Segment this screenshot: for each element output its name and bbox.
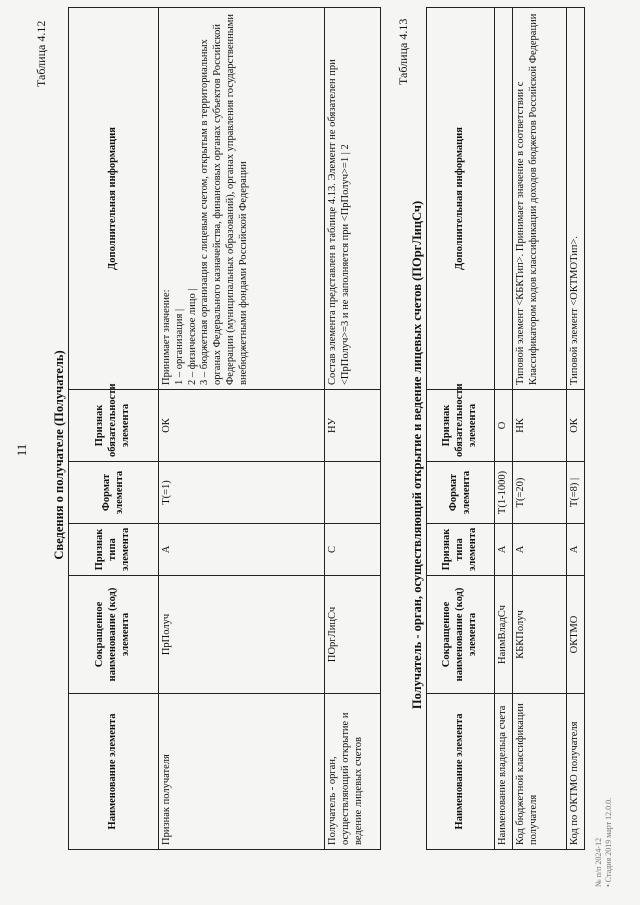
- element-format: Т(=8) |: [567, 462, 585, 524]
- table-4-13: [426, 7, 585, 850]
- table-4-12-label: Таблица 4.12: [34, 20, 48, 87]
- table-row: [325, 8, 381, 850]
- header-cell: Признак обязательности элемента: [427, 390, 495, 462]
- element-code: КБКПолуч: [513, 576, 567, 694]
- element-type: А: [159, 524, 325, 576]
- table-4-12: [68, 7, 381, 850]
- element-info: Типовой элемент <ОКТМОТип>.: [567, 8, 585, 390]
- element-name: Признак получателя: [159, 694, 325, 850]
- element-type: А: [513, 524, 567, 576]
- element-info: Принимает значение: 1 – организация | 2 – физическое лицо | 3 – бюджетная организация с лицевым счетом, открытым в территориальных органах Федерального казначейства, финансовых органах субъектов Российской Федерации (муниципальных образований), органах управления государственными внебюджетными фондами Российской Федерации: [159, 8, 325, 390]
- element-code: ОКТМО: [567, 576, 585, 694]
- table-row: [159, 8, 325, 850]
- element-name: Код по ОКТМО получателя: [567, 694, 585, 850]
- element-info: Типовой элемент <КБКТип>. Принимает значение в соответствии с Классификатором кодов классификации доходов бюджетов Российской Федерации: [513, 8, 567, 390]
- element-type: А: [495, 524, 513, 576]
- header-cell: Формат элемента: [427, 462, 495, 524]
- table-header-row: [69, 8, 159, 850]
- element-format: Т(=20): [513, 462, 567, 524]
- header-cell: Дополнительная информация: [427, 8, 495, 390]
- element-type: А: [567, 524, 585, 576]
- header-cell: Дополнительная информация: [69, 8, 159, 390]
- table-4-13-title: Получатель - орган, осуществляющий открытие и ведение лицевых счетов (ПОргЛицСч): [410, 200, 424, 710]
- header-cell: Формат элемента: [69, 462, 159, 524]
- table-4-12-title: Сведения о получателе (Получатель): [52, 350, 66, 560]
- margin-note: № п/п 2024-12 • Стадия 2019 март 12.0.0.: [594, 797, 614, 887]
- element-required: ОК: [567, 390, 585, 462]
- element-info: [495, 8, 513, 390]
- table-row: [495, 8, 513, 850]
- header-cell: Сокращенное наименование (код) элемента: [427, 576, 495, 694]
- element-name: Наименование владельца счета: [495, 694, 513, 850]
- header-cell: Признак типа элемента: [427, 524, 495, 576]
- element-name: Код бюджетной классификации получателя: [513, 694, 567, 850]
- element-type: С: [325, 524, 381, 576]
- element-required: НК: [513, 390, 567, 462]
- header-cell: Наименование элемента: [427, 694, 495, 850]
- element-code: ПОргЛицСч: [325, 576, 381, 694]
- element-format: Т(1-1000): [495, 462, 513, 524]
- table-4-13-label: Таблица 4.13: [396, 18, 410, 85]
- element-format: [325, 462, 381, 524]
- header-cell: Признак типа элемента: [69, 524, 159, 576]
- element-format: Т(=1): [159, 462, 325, 524]
- element-code: НаимВладСч: [495, 576, 513, 694]
- table-row: [513, 8, 567, 850]
- element-name: Получатель - орган, осуществляющий открытие и ведение лицевых счетов: [325, 694, 381, 850]
- element-required: ОК: [159, 390, 325, 462]
- header-cell: Сокращенное наименование (код) элемента: [69, 576, 159, 694]
- element-required: О: [495, 390, 513, 462]
- header-cell: Признак обязательности элемента: [69, 390, 159, 462]
- table-row: [567, 8, 585, 850]
- element-required: НУ: [325, 390, 381, 462]
- page-number: 11: [14, 443, 29, 457]
- table-header-row: [427, 8, 495, 850]
- element-info: Состав элемента представлен в таблице 4.13. Элемент не обязателен при <ПрПолуч>=3 и не заполняется при <ПрПолуч>=1 | 2: [325, 8, 381, 390]
- element-code: ПрПолуч: [159, 576, 325, 694]
- header-cell: Наименование элемента: [69, 694, 159, 850]
